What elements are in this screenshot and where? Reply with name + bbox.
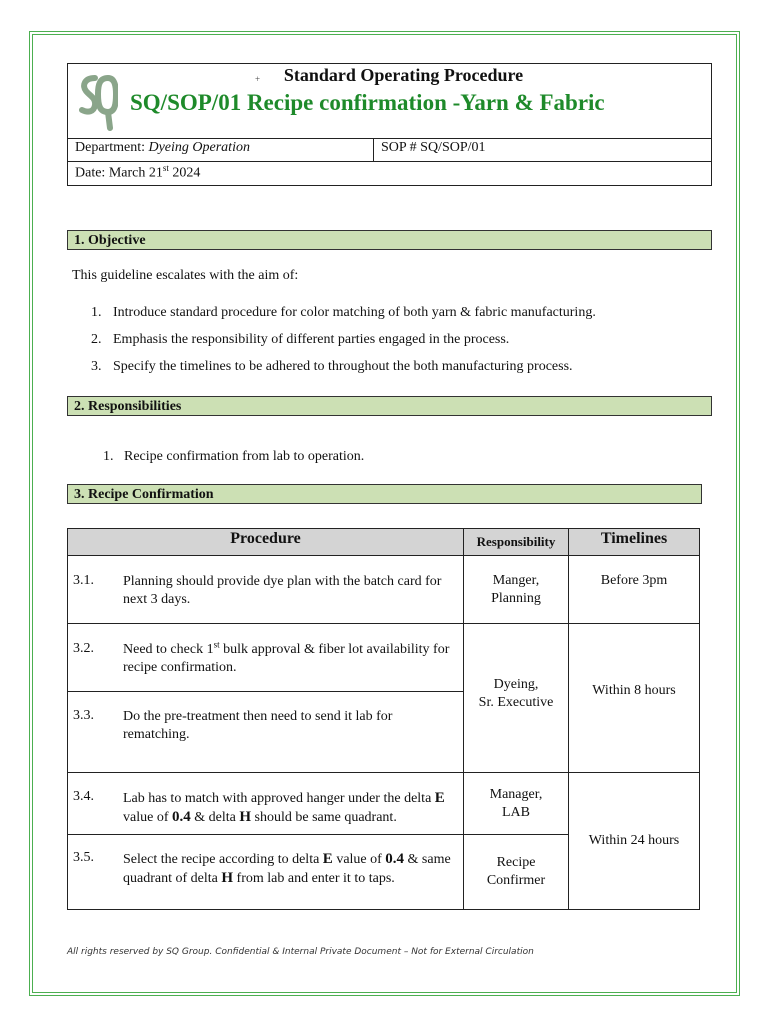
responsibility-line: Manager, bbox=[489, 786, 543, 802]
header-title-area bbox=[68, 64, 711, 139]
timeline-cell: Within 24 hours bbox=[568, 772, 700, 910]
responsibility-line: Recipe bbox=[496, 855, 536, 870]
timeline-cell: Before 3pm bbox=[568, 555, 700, 624]
document-title: Standard Operating Procedure bbox=[283, 65, 524, 85]
section-heading-objective: 1. Objective bbox=[67, 230, 712, 250]
row-number: 3.2. bbox=[73, 641, 94, 656]
text-bold: E bbox=[322, 851, 333, 867]
responsibility-cell bbox=[463, 623, 569, 773]
date-sup: st bbox=[162, 163, 169, 173]
responsibility-cell bbox=[463, 834, 569, 910]
column-header-timelines: Timelines bbox=[568, 528, 700, 556]
row-number: 3.5. bbox=[73, 850, 94, 865]
procedure-text bbox=[123, 850, 461, 888]
procedure-text bbox=[123, 641, 461, 677]
text-bold: 0.4 bbox=[171, 809, 191, 825]
date-suffix: 2024 bbox=[168, 165, 201, 181]
text-sup: st bbox=[213, 639, 220, 650]
responsibility-line: Confirmer bbox=[486, 873, 546, 888]
table-row bbox=[67, 772, 464, 835]
table-row bbox=[67, 834, 464, 910]
text-bold: E bbox=[434, 790, 445, 806]
list-number: 2. bbox=[91, 332, 102, 347]
list-text: Specify the timelines to be adhered to throughout the both manufacturing process. bbox=[113, 359, 573, 374]
table-row bbox=[67, 623, 464, 692]
text-part: bulk approval & fiber lot availability for recipe confirmation. bbox=[123, 642, 450, 675]
responsibility-line: Manger, bbox=[492, 572, 540, 588]
text-bold: H bbox=[239, 809, 252, 825]
list-number: 1. bbox=[91, 305, 102, 320]
row-number: 3.4. bbox=[73, 789, 94, 804]
text-part: value of bbox=[332, 852, 386, 867]
section-heading-recipe: 3. Recipe Confirmation bbox=[67, 484, 702, 504]
text-part: Lab has to match with approved hanger under the delta bbox=[123, 791, 435, 806]
table-row bbox=[67, 555, 464, 624]
date-prefix: Date: March 21 bbox=[75, 165, 163, 181]
row-number: 3.3. bbox=[73, 708, 94, 723]
text-bold: 0.4 bbox=[385, 851, 405, 867]
text-part: Need to check 1 bbox=[123, 642, 214, 657]
list-text: Recipe confirmation from lab to operation. bbox=[124, 449, 365, 464]
text-part: from lab and enter it to taps. bbox=[233, 871, 395, 886]
cell-divider bbox=[373, 138, 374, 161]
text-part: should be same quadrant. bbox=[251, 810, 397, 825]
department-row bbox=[68, 138, 711, 162]
text-bold: H bbox=[221, 870, 234, 886]
timeline-cell: Within 8 hours bbox=[568, 623, 700, 773]
plus-mark: + bbox=[255, 74, 261, 84]
row-number: 3.1. bbox=[73, 573, 94, 588]
responsibility-cell bbox=[463, 772, 569, 835]
responsibility-line: LAB bbox=[502, 804, 530, 820]
section-heading-responsibilities: 2. Responsibilities bbox=[67, 396, 712, 416]
department-value: Dyeing Operation bbox=[148, 140, 250, 155]
text-part: value of bbox=[123, 810, 172, 825]
list-text: Introduce standard procedure for color matching of both yarn & fabric manufacturing. bbox=[113, 305, 596, 320]
list-text: Emphasis the responsibility of different parties engaged in the process. bbox=[113, 332, 510, 347]
footer-notice: All rights reserved by SQ Group. Confidential & Internal Private Document – Not for External Circulation bbox=[67, 947, 534, 957]
sop-number: SOP # SQ/SOP/01 bbox=[381, 140, 486, 155]
procedure-text: Planning should provide dye plan with the batch card for next 3 days. bbox=[123, 574, 442, 607]
department-field bbox=[75, 140, 250, 156]
responsibility-cell bbox=[463, 555, 569, 624]
department-label: Department: bbox=[75, 140, 149, 155]
responsibility-line: Dyeing, bbox=[493, 677, 539, 692]
column-header-responsibility: Responsibility bbox=[463, 528, 569, 556]
table-row bbox=[67, 691, 464, 773]
procedure-text: Do the pre-treatment then need to send it lab for rematching. bbox=[123, 709, 393, 742]
procedure-text bbox=[123, 789, 461, 827]
text-part: & delta bbox=[190, 810, 240, 825]
column-header-procedure: Procedure bbox=[67, 528, 464, 556]
text-part: Select the recipe according to delta bbox=[123, 852, 323, 867]
document-header bbox=[67, 63, 712, 186]
responsibility-line: Planning bbox=[491, 590, 541, 606]
procedure-table bbox=[67, 528, 700, 910]
responsibility-line: Sr. Executive bbox=[478, 695, 554, 710]
list-number: 3. bbox=[91, 359, 102, 374]
date-field bbox=[75, 163, 200, 182]
text-part: & same quadrant of delta bbox=[123, 852, 451, 886]
document-subtitle: SQ/SOP/01 Recipe confirmation -Yarn & Fabric bbox=[130, 90, 605, 115]
list-number: 1. bbox=[103, 449, 114, 464]
objective-intro: This guideline escalates with the aim of: bbox=[72, 268, 299, 283]
